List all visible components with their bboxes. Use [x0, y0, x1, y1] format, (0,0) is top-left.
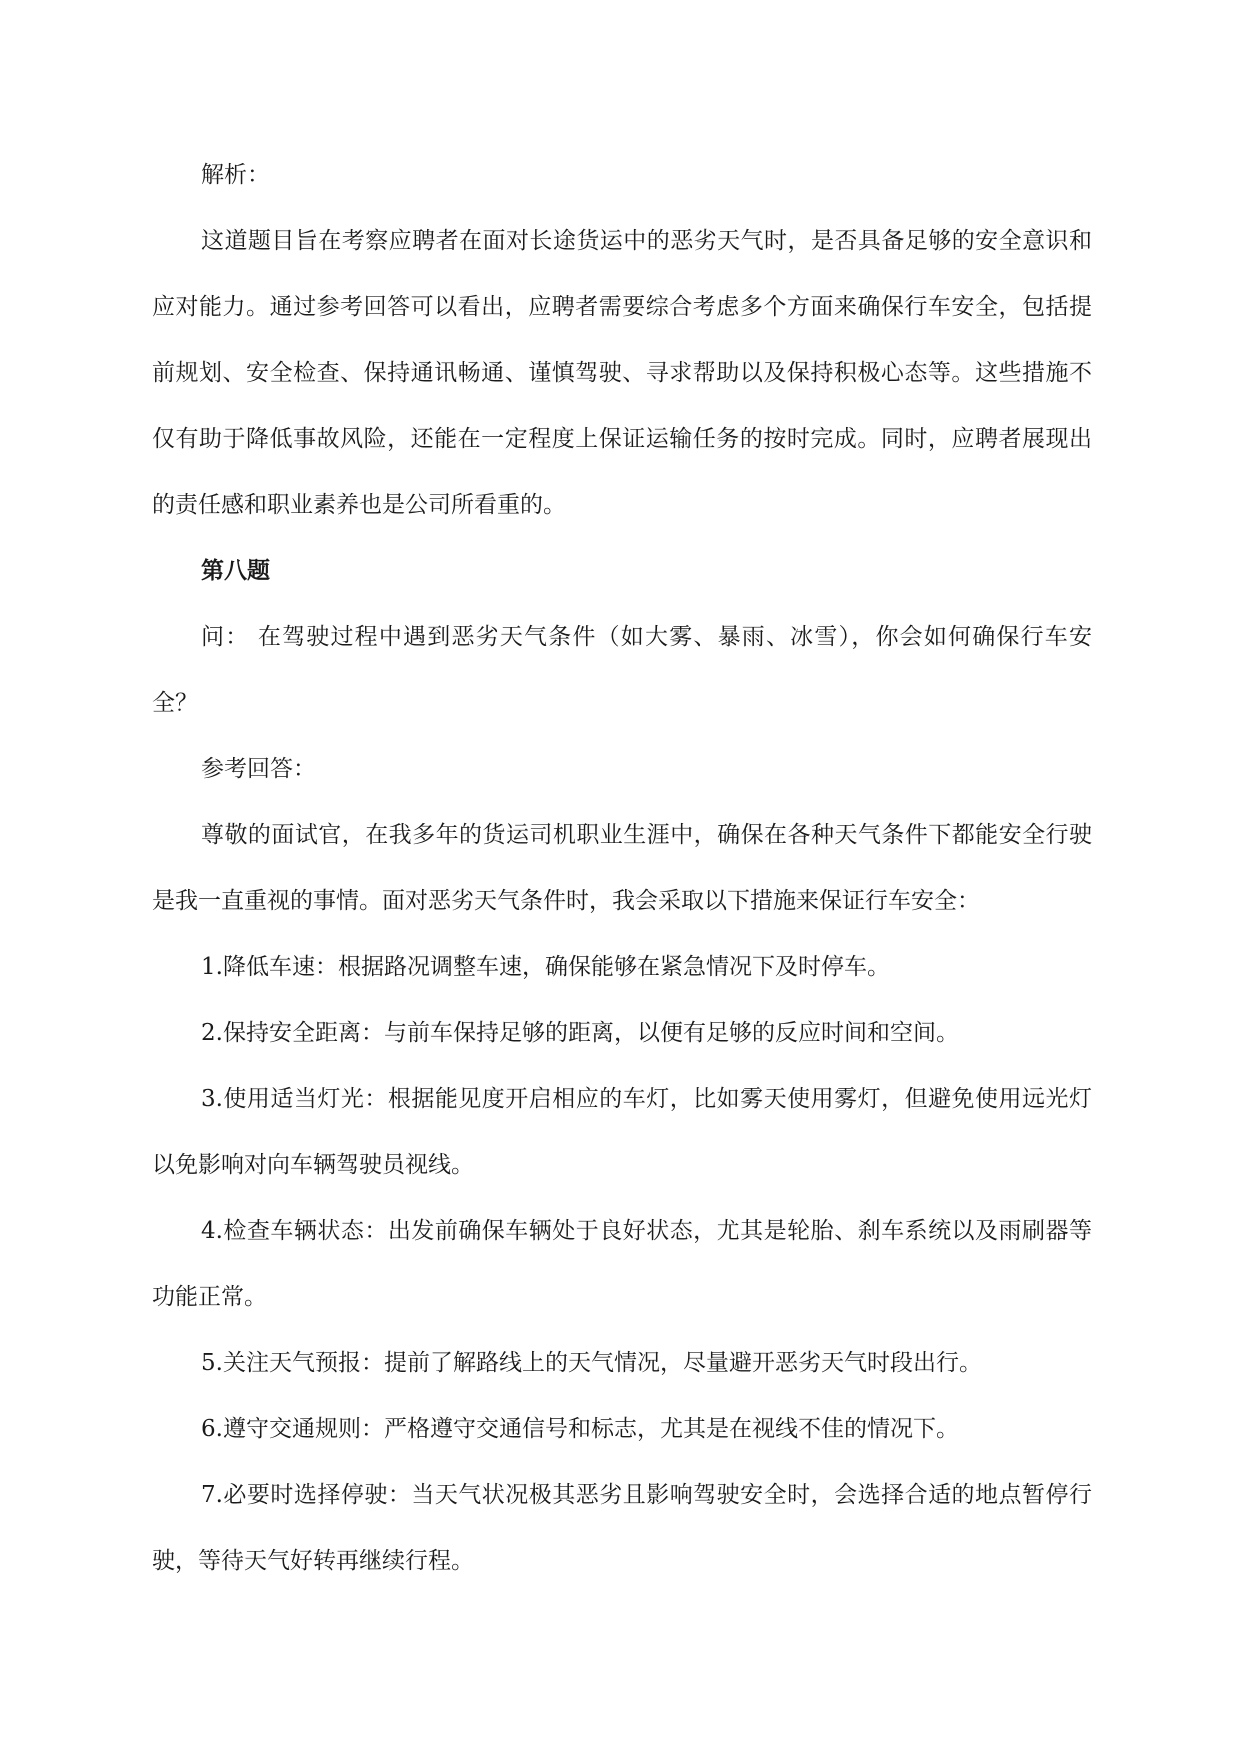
document-page	[152, 142, 1092, 1594]
analysis-label: 解析：	[201, 162, 270, 188]
answer-intro: 尊敬的面试官，在我多年的货运司机职业生涯中，确保在各种天气条件下都能安全行驶是我一直重视的事情。面对恶劣天气条件时，我会采取以下措施来保证行车安全：	[152, 822, 1092, 914]
reference-answer-label: 参考回答：	[201, 756, 316, 782]
answer-item-1: 1.降低车速：根据路况调整车速，确保能够在紧急情况下及时停车。	[201, 954, 890, 980]
answer-item-5: 5.关注天气预报：提前了解路线上的天气情况，尽量避开恶劣天气时段出行。	[201, 1350, 982, 1376]
answer-item-6: 6.遵守交通规则：严格遵守交通信号和标志，尤其是在视线不佳的情况下。	[201, 1416, 959, 1442]
analysis-text: 这道题目旨在考察应聘者在面对长途货运中的恶劣天气时，是否具备足够的安全意识和应对能力。通过参考回答可以看出，应聘者需要综合考虑多个方面来确保行车安全，包括提前规划、安全检查、保持通讯畅通、谨慎驾驶、寻求帮助以及保持积极心态等。这些措施不仅有助于降低事故风险，还能在一定程度上保证运输任务的按时完成。同时，应聘者展现出的责任感和职业素养也是公司所看重的。	[152, 228, 1092, 518]
answer-item-4: 4.检查车辆状态：出发前确保车辆处于良好状态，尤其是轮胎、刹车系统以及雨刷器等功能正常。	[152, 1218, 1092, 1310]
question-text: 问： 在驾驶过程中遇到恶劣天气条件（如大雾、暴雨、冰雪），你会如何确保行车安全？	[152, 624, 1092, 716]
answer-item-3: 3.使用适当灯光：根据能见度开启相应的车灯，比如雾天使用雾灯，但避免使用远光灯以免影响对向车辆驾驶员视线。	[152, 1086, 1092, 1178]
answer-item-2: 2.保持安全距离：与前车保持足够的距离，以便有足够的反应时间和空间。	[201, 1020, 959, 1046]
answer-item-7: 7.必要时选择停驶：当天气状况极其恶劣且影响驾驶安全时，会选择合适的地点暂停行驶，等待天气好转再继续行程。	[152, 1482, 1092, 1574]
question-heading: 第八题	[201, 557, 270, 584]
